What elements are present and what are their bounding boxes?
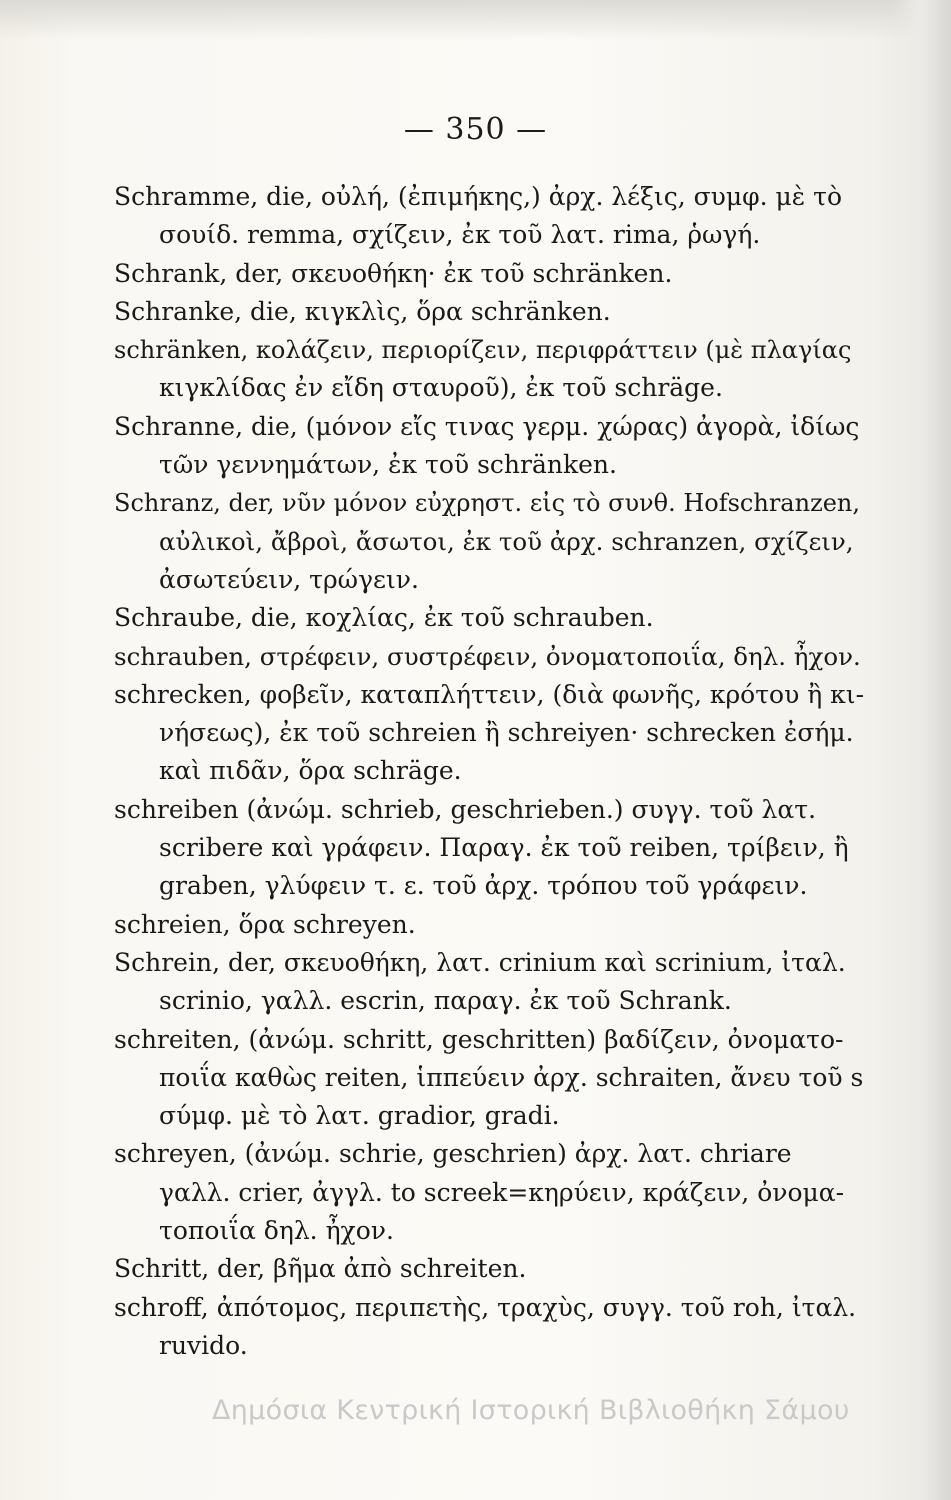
dictionary-line: ἀσωτεύειν, τρώγειν. <box>159 564 419 594</box>
dictionary-line: ruvido. <box>159 1330 248 1360</box>
dictionary-line: τῶν γεννημάτων, ἐκ τοῦ schränken. <box>159 450 617 480</box>
page-fold-shadow <box>891 0 951 1500</box>
dictionary-line: schreyen, (ἀνώμ. schrie, geschrien) ἀρχ. λατ. chriare <box>114 1139 792 1169</box>
dictionary-line: Schramme, die, οὐλή, (ἐπιμήκης,) ἀρχ. λέξις, συμφ. μὲ τὸ <box>114 182 843 211</box>
dictionary-line: γαλλ. crier, ἀγγλ. to screek=κηρύειν, κράζειν, ὀνομα- <box>159 1177 845 1207</box>
dictionary-line: schrauben, στρέφειν, συστρέφειν, ὀνοματοποιΐα, δηλ. ἦχον. <box>114 641 861 671</box>
dictionary-line: αὐλικοὶ, ἄβροὶ, ἄσωτοι, ἐκ τοῦ ἀρχ. schranzen, σχίζειν, <box>159 526 854 556</box>
dictionary-line: Schranne, die, (μόνον εἴς τινας γερμ. χώρας) ἀγορὰ, ἰδίως <box>114 411 860 441</box>
dictionary-entries <box>114 178 864 1365</box>
dictionary-line: schrecken, φοβεῖν, καταπλήττειν, (διὰ φωνῆς, κρότου ἢ κι- <box>114 679 864 709</box>
dictionary-line: Schrank, der, σκευοθήκη· ἐκ τοῦ schränken. <box>114 258 673 288</box>
dictionary-line: ποιΐα καθὼς reiten, ἱππεύειν ἀρχ. schraiten, ἄνευ τοῦ s <box>159 1062 864 1092</box>
dictionary-line: schreiten, (ἀνώμ. schritt, geschritten) βαδίζειν, ὀνοματο- <box>114 1024 844 1054</box>
dictionary-line: τοποιΐα δηλ. ἦχον. <box>159 1216 394 1246</box>
dictionary-line: Schritt, der, βῆμα ἀπὸ schreiten. <box>114 1254 527 1284</box>
dictionary-line: Schranke, die, κιγκλὶς, ὅρα schränken. <box>114 296 611 326</box>
dictionary-line: καὶ πιδᾶν, ὅρα schräge. <box>159 756 462 786</box>
page-number: — 350 — <box>403 112 548 147</box>
dictionary-line: σύμφ. μὲ τὸ λατ. gradior, gradi. <box>159 1101 560 1131</box>
dictionary-line: scrinio, γαλλ. escrin, παραγ. ἐκ τοῦ Schrank. <box>159 986 732 1016</box>
top-shadow <box>0 0 951 40</box>
dictionary-line: Schraube, die, κοχλίας, ἐκ τοῦ schrauben. <box>114 603 654 633</box>
dictionary-line: κιγκλίδας ἐν εἴδη σταυροῦ), ἐκ τοῦ schräge. <box>159 373 723 403</box>
dictionary-line: schränken, κολάζειν, περιορίζειν, περιφράττειν (μὲ πλαγίας <box>114 336 852 365</box>
dictionary-line: schreiben (ἀνώμ. schrieb, geschrieben.) συγγ. τοῦ λατ. <box>114 794 817 824</box>
dictionary-line: schroff, ἀπότομος, περιπετὴς, τραχὺς, συγγ. τοῦ roh, ἰταλ. <box>114 1292 857 1322</box>
dictionary-line: Schranz, der, νῦν μόνον εὐχρηστ. εἰς τὸ συνθ. Hofschranzen, <box>114 489 861 518</box>
library-watermark: Δημόσια Κεντρική Ιστορική Βιβλιοθήκη Σάμου <box>212 1395 850 1426</box>
dictionary-line: graben, γλύφειν τ. ε. τοῦ ἀρχ. τρόπου τοῦ γράφειν. <box>159 871 808 901</box>
dictionary-line: σουίδ. remma, σχίζειν, ἐκ τοῦ λατ. rima, ῥωγή. <box>159 220 761 250</box>
dictionary-line: νήσεως), ἐκ τοῦ schreien ἢ schreiyen· schrecken ἐσήμ. <box>159 718 854 748</box>
dictionary-line: schreien, ὅρα schreyen. <box>114 909 416 939</box>
dictionary-line: Schrein, der, σκευοθήκη, λατ. crinium καὶ scrinium, ἰταλ. <box>114 947 846 977</box>
dictionary-line: scribere καὶ γράφειν. Παραγ. ἐκ τοῦ reiben, τρίβειν, ἢ <box>159 833 849 863</box>
